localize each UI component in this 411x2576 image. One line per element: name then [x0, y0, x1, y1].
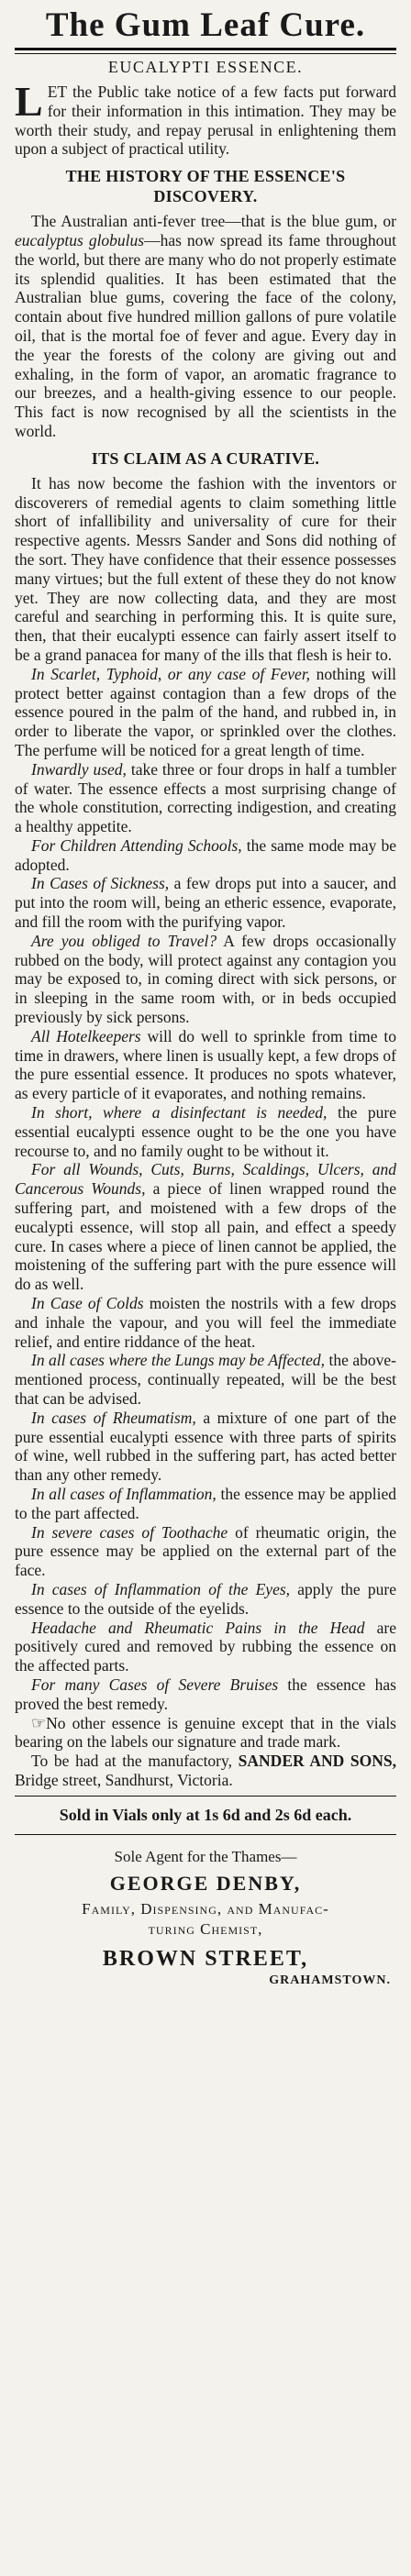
sold-line: Sold in Vials only at 1s 6d and 2s 6d each.: [59, 1805, 352, 1824]
claim-heading: ITS CLAIM AS A CURATIVE.: [91, 448, 320, 468]
travel-lead: Are you obliged to Travel?: [31, 931, 217, 950]
claim-paragraph-colds: [15, 1294, 396, 1351]
claim-paragraph-manufactory: [15, 1752, 396, 1790]
children-text: the same mode may be adopted.: [15, 835, 396, 874]
lungs-text: the above-mentioned process, continually repeated, will be the best that can be advised.: [15, 1351, 396, 1408]
fever-lead: In Scarlet, Typhoid, or any case of Fever,: [31, 664, 311, 683]
agent-street: BROWN STREET,: [102, 1946, 309, 1971]
rheumatism-lead: In cases of Rheumatism,: [31, 1408, 196, 1427]
claim-paragraph-eyes: [15, 1580, 396, 1619]
sickness-lead: In Cases of Sickness,: [31, 874, 170, 893]
inflammation-lead: In all cases of Inflammation,: [31, 1484, 217, 1503]
manufactory-text-a: To be had at the manufactory,: [31, 1752, 239, 1771]
claim-paragraph-disinfectant: [15, 1103, 396, 1160]
claim-paragraph-wounds: [15, 1160, 396, 1294]
inward-text: take three or four drops in half a tumbler of water. The essence effects a most surprising change of the whole constitution, correcting indigestion, and creating a healthy appetite.: [15, 759, 396, 836]
intro-paragraph: [15, 78, 396, 159]
claim-paragraph-headache: [15, 1619, 396, 1675]
eyes-text: apply the pure essence to the outside of the eyelids.: [15, 1579, 396, 1618]
colds-lead: In Case of Colds: [31, 1294, 144, 1313]
claim-paragraph-hotelkeepers: [15, 1027, 396, 1103]
headache-text: are positively cured and removed by rubbing the essence on the affected parts.: [15, 1618, 396, 1675]
disinfectant-lead: In short, where a disinfectant is needed,: [31, 1103, 328, 1122]
claim-paragraph-inflammation: [15, 1485, 396, 1523]
bruises-lead: For many Cases of Severe Bruises: [31, 1675, 279, 1694]
inflammation-text: the essence may be applied to the part affected.: [15, 1484, 396, 1522]
history-paragraph: [15, 212, 396, 441]
claim-paragraph-children: [15, 836, 396, 875]
travel-text: A few drops occasionally rubbed on the body, will protect against any contagion you may be exposed to, in coming direct with sick persons, or in sleeping in the same room with, or in beds occupied previously by sick persons.: [15, 931, 397, 1027]
claim-paragraph-travel: [15, 932, 396, 1027]
headache-lead: Headache and Rheumatic Pains in the Head: [31, 1618, 365, 1637]
sickness-text: a few drops put into a saucer, and put into the room will, being an etheric essence, evaporate, and fill the room with the purifying vapor.: [15, 874, 396, 932]
toothache-text: of rheumatic origin, the pure essence may be applied on the external part of the face.: [15, 1522, 396, 1580]
ad-title: The Gum Leaf Cure.: [45, 6, 366, 44]
hotelkeepers-lead: All Hotelkeepers: [31, 1026, 141, 1045]
disinfectant-text: the pure essential eucalypti essence ought to be the one you have recourse to, and no family ought to be without it.: [15, 1103, 396, 1160]
manufacturer-name: SANDER AND SONS,: [238, 1752, 396, 1771]
history-text-b: —has now spread its fame throughout the world, but there are many who do not properly estimate its splendid qualities. It has been estimated that the Australian blue gums, covering the face of the colony, contain about five hundred million gallons of pure volatile oil, that is the mortal foe of fever and ague. Every day in the year the forests of the colony are giving out and exhaling, in the form of vapor, an aromatic fragrance to our breezes, and a health-giving essence to our people. This fact is now recognised by all the scientists in the world.: [15, 230, 396, 440]
rheumatism-text: a mixture of one part of the pure essential eucalypti essence with three parts of spirits of wine, well rubbed in the suffering part, has acted better than any other remedy.: [15, 1408, 396, 1485]
title-rule: [15, 48, 396, 54]
claim-paragraph-genuine: [15, 1714, 396, 1752]
fever-text: nothing will protect better against contagion than a few drops of the essence poured in the palm of the hand, and rubbed in, in order to liberate the vapor, or sprinkled over the clothes. The perfume will be noticed for a great length of time.: [15, 664, 396, 759]
divider-bottom: [15, 1834, 396, 1835]
claim-paragraph-toothache: [15, 1523, 396, 1580]
agent-intro: Sole Agent for the Thames—: [114, 1847, 297, 1865]
claim-paragraph-bruises: [15, 1675, 396, 1714]
history-text-em: eucalyptus globulus: [15, 230, 145, 249]
children-lead: For Children Attending Schools,: [31, 835, 242, 855]
agent-desc-line-2: turing Chemist,: [148, 1919, 263, 1938]
wounds-lead: For all Wounds, Cuts, Burns, Scaldings, Ulcers, and Cancerous Wounds,: [15, 1160, 396, 1199]
pointing-hand-icon: ☞: [31, 1713, 47, 1732]
agent-desc-line-1: Family, Dispensing, and Manufac-: [82, 1899, 329, 1918]
toothache-lead: In severe cases of Toothache: [31, 1522, 228, 1542]
claim-paragraph-1: It has now become the fashion with the inventors or discoverers of remedial agents to claim something little short of infallibility and universality of cure for their respective agents. Messrs Sander and Sons did nothing of the sort. They have confidence that their essence possesses many virtues; but the full extent of these they do not know yet. They are now collecting data, and they are most careful and searching in performing this. It is quite sure, then, that their eucalypti essence can fairly assert itself to be a grand panacea for many of the ills that flesh is heir to.: [15, 473, 396, 664]
manufactory-address: Bridge street, Sandhurst, Victoria.: [15, 1770, 233, 1789]
claim-paragraph-inward: [15, 760, 396, 836]
agent-name: GEORGE DENBY,: [109, 1871, 302, 1895]
dropcap-letter: L: [15, 78, 43, 125]
agent-town: GRAHAMSTOWN.: [269, 1973, 391, 1987]
eyes-lead: In cases of Inflammation of the Eyes,: [31, 1579, 291, 1598]
claim-paragraph-fever: [15, 665, 396, 760]
colds-text: moisten the nostrils with a few drops and inhale the vapour, and you will feel the immediate relief, and entire riddance of the heat.: [15, 1294, 396, 1351]
ad-subtitle: EUCALYPTI ESSENCE.: [107, 58, 304, 76]
intro-text: ET the Public take notice of a few facts put forward for their information in this intimation. They may be worth their study, and repay perusal in enlightening them upon a subject of practical utility.: [15, 83, 396, 159]
history-text-a: The Australian anti-fever tree—that is the blue gum, or: [31, 212, 396, 231]
hotelkeepers-text: will do well to sprinkle from time to time in drawers, where linen is usually kept, a few drops of the pure essential essence. It produces no spots whatever, as every particle of it evaporates, and nothing remains.: [15, 1026, 397, 1103]
bruises-text: the essence has proved the best remedy.: [15, 1675, 396, 1713]
lungs-lead: In all cases where the Lungs may be Affected,: [31, 1351, 326, 1370]
claim-paragraph-rheumatism: [15, 1409, 396, 1485]
claim-paragraph-sickness: [15, 874, 396, 931]
genuine-text: No other essence is genuine except that in the vials bearing on the labels our signature and trade mark.: [15, 1713, 396, 1752]
claim-paragraph-lungs: [15, 1351, 396, 1408]
inward-lead: Inwardly used,: [31, 759, 127, 779]
history-heading: THE HISTORY OF THE ESSENCE'S DISCOVERY.: [65, 167, 346, 206]
divider-top: [15, 1796, 396, 1797]
wounds-text: a piece of linen wrapped round the suffering part, and moistened with a few drops of the eucalypti essence, will stop all pain, and effect a speedy cure. In cases where a piece of linen cannot be applied, the moistening of the suffering part with the pure essence will do as well.: [15, 1179, 396, 1294]
